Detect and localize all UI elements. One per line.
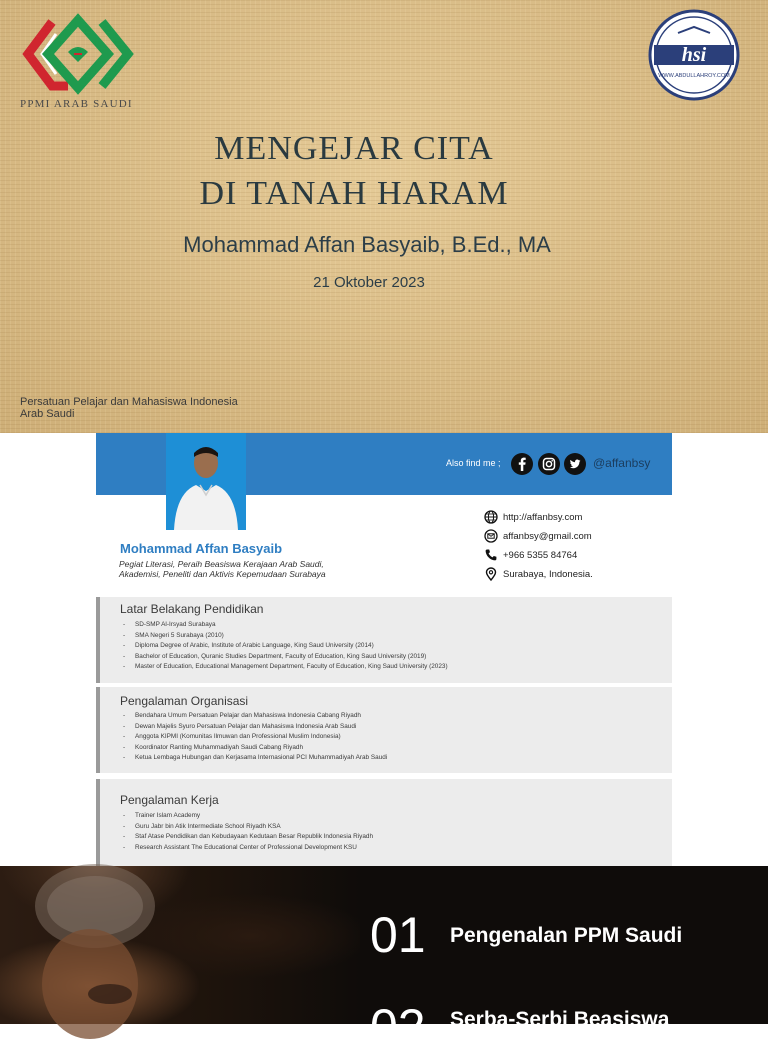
contact-location[interactable]	[484, 566, 593, 582]
presenter-name: Mohammad Affan Basyaib, B.Ed., MA	[183, 232, 551, 257]
hsi-url: WWW.ABDULLAHROY.COM	[658, 73, 730, 79]
cv-tagline-line1: Pegiat Literasi, Peraih Beasiswa Kerajaan Arab Saudi,	[119, 559, 324, 569]
cv-name: Mohammad Affan Basyaib	[120, 541, 283, 556]
profile-photo	[166, 433, 246, 530]
cv-tagline-line2: Akademisi, Peneliti dan Aktivis Kepemudaan Surabaya	[119, 569, 326, 579]
list-item: - Guru Jabr bin Atik Intermediate School Riyadh KSA	[123, 822, 373, 833]
organization-title: Pengalaman Organisasi	[120, 694, 249, 708]
list-item: - Koordinator Ranting Muhammadiyah Saudi Cabang Riyadh	[123, 743, 387, 754]
presentation-date: 21 Oktober 2023	[313, 274, 425, 291]
title-slide	[0, 0, 768, 433]
list-item: - Staf Atase Pendidikan dan Kebudayaan Kedutaan Besar Republik Indonesia Riyadh	[123, 832, 373, 843]
social-handle: @affanbsy	[593, 456, 651, 470]
list-item: - Master of Education, Educational Management Department, Faculty of Education, King Saud University (2023)	[123, 662, 448, 673]
organization-section	[96, 687, 672, 773]
hsi-mark: hsi	[681, 44, 707, 66]
list-item: - Dewan Majelis Syuro Persatuan Pelajar dan Mahasiswa Indonesia Arab Saudi	[123, 722, 387, 733]
phone-icon	[484, 548, 498, 562]
list-item: - Bendahara Umum Persatuan Pelajar dan Mahasiswa Indonesia Cabang Riyadh	[123, 711, 387, 722]
globe-icon	[484, 510, 498, 524]
work-section	[96, 779, 672, 866]
contact-email[interactable]	[484, 528, 592, 544]
list-item: - Diploma Degree of Arabic, Institute of Arabic Language, King Saud University (2014)	[123, 641, 448, 652]
contact-phone[interactable]	[484, 547, 577, 563]
background-photo	[0, 866, 360, 1024]
cv-slide	[0, 433, 768, 866]
ppmi-emblem-icon	[22, 14, 134, 96]
list-item: - Ketua Lembaga Hubungan dan Kerjasama Internasional PCI Muhammadiyah Arab Saudi	[123, 753, 387, 764]
contact-phone-text: +966 5355 84764	[503, 549, 578, 561]
list-item: - SD-SMP Al-Irsyad Surabaya	[123, 620, 448, 631]
location-pin-icon	[484, 567, 498, 581]
list-item: - SMA Negeri 5 Surabaya (2010)	[123, 631, 448, 642]
organization-list	[123, 711, 387, 764]
also-find-label: Also find me ;	[446, 458, 501, 468]
cv-tagline	[119, 559, 379, 579]
education-section	[96, 597, 672, 683]
slide-title-line2: DI TANAH HARAM	[199, 175, 509, 212]
organization-name	[20, 396, 260, 420]
facebook-icon[interactable]	[511, 453, 533, 475]
education-title: Latar Belakang Pendidikan	[120, 602, 264, 616]
instagram-icon[interactable]	[538, 453, 560, 475]
agenda-number-1: 01	[370, 907, 426, 963]
contact-website[interactable]	[484, 509, 582, 525]
list-item: - Trainer Islam Academy	[123, 811, 373, 822]
work-title: Pengalaman Kerja	[120, 793, 219, 807]
work-list	[123, 811, 373, 853]
list-item: - Anggota KIPMI (Komunitas Ilmuwan dan Professional Muslim Indonesia)	[123, 732, 387, 743]
email-icon	[484, 529, 498, 543]
slide-title-line1: MENGEJAR CITA	[214, 130, 494, 167]
agenda-item-2: Serba-Serbi Beasiswa	[450, 1008, 670, 1031]
contact-location-text: Surabaya, Indonesia.	[503, 568, 593, 580]
contact-website-text: http://affanbsy.com	[503, 511, 583, 523]
ppmi-logo-text: PPMI ARAB SAUDI	[20, 98, 133, 110]
agenda-item-1: Pengenalan PPM Saudi	[450, 924, 683, 947]
organization-name-line1: Persatuan Pelajar dan Mahasiswa Indonesia	[20, 396, 238, 408]
contact-email-text: affanbsy@gmail.com	[503, 530, 592, 542]
agenda-number-2: 02	[370, 999, 426, 1055]
list-item: - Bachelor of Education, Quranic Studies Department, Faculty of Education, King Saud University (2019)	[123, 652, 448, 663]
education-list	[123, 620, 448, 673]
ppmi-logo	[18, 12, 138, 112]
list-item: - Research Assistant The Educational Center of Professional Development KSU	[123, 843, 373, 854]
twitter-icon[interactable]	[564, 453, 586, 475]
organization-name-line2: Arab Saudi	[20, 408, 75, 420]
agenda-slide	[0, 866, 768, 1055]
hsi-logo	[648, 9, 740, 101]
